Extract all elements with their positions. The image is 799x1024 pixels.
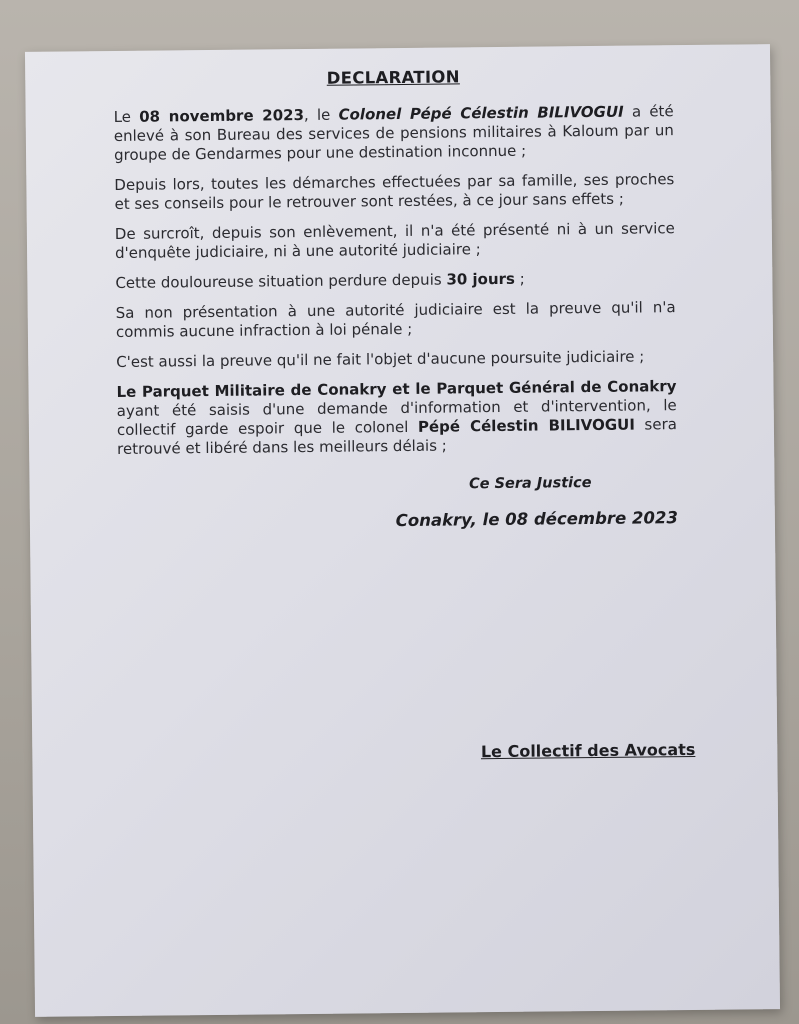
p1-text-end: a été enlevé à son Bureau des services de pensions militaires à Kaloum par un groupe de Gendarmes pour une destination inconnue ; (113, 102, 674, 164)
paragraph-7 (116, 377, 677, 459)
colonel-name-bold: Pépé Célestin BILIVOGUI (417, 415, 635, 436)
abduction-date: 08 novembre 2023 (139, 106, 305, 126)
document-title: DECLARATION (326, 67, 460, 88)
paragraph-1 (114, 102, 675, 165)
parquets-names: Le Parquet Militaire de Conakry et le Parquet Général de Conakry (116, 377, 677, 401)
p1-text-mid: , le (303, 105, 339, 125)
p4-text-start: Cette douloureuse situation perdure depuis (115, 270, 447, 292)
p4-text-end: ; (514, 269, 525, 288)
p7-text-mid: ayant été saisis d'une demande d'information et d'intervention, le collectif garde espoir que le colonel (116, 396, 677, 439)
document-body (113, 65, 678, 533)
paragraph-4 (115, 268, 675, 293)
paragraph-3: De surcroît, depuis son enlèvement, il n'a été présenté ni à un service d'enquête judiciaire, ni à une autorité judiciaire ; (114, 219, 675, 262)
p7-text-end: sera retrouvé et libéré dans les meilleurs délais ; (117, 415, 677, 458)
paragraph-5: Sa non présentation à une autorité judiciaire est la preuve qu'il n'a commis aucune infraction à loi pénale ; (115, 298, 676, 341)
paragraph-2: Depuis lors, toutes les démarches effectuées par sa famille, ses proches et ses conseils pour le retrouver sont restées, à ce jour sans effets ; (114, 170, 675, 213)
colonel-name: Colonel Pépé Célestin BILIVOGUI (338, 102, 624, 124)
paragraph-6: C'est aussi la preuve qu'il ne fait l'objet d'aucune poursuite judiciaire ; (116, 347, 645, 371)
paper-sheet (25, 44, 780, 1017)
signature-line: Le Collectif des Avocats (480, 739, 696, 762)
duration-days: 30 jours (446, 269, 516, 289)
place-date: Conakry, le 08 décembre 2023 (395, 508, 678, 531)
closing-block (117, 473, 678, 533)
motto: Ce Sera Justice (468, 475, 592, 493)
p1-text-start: Le (113, 107, 140, 127)
